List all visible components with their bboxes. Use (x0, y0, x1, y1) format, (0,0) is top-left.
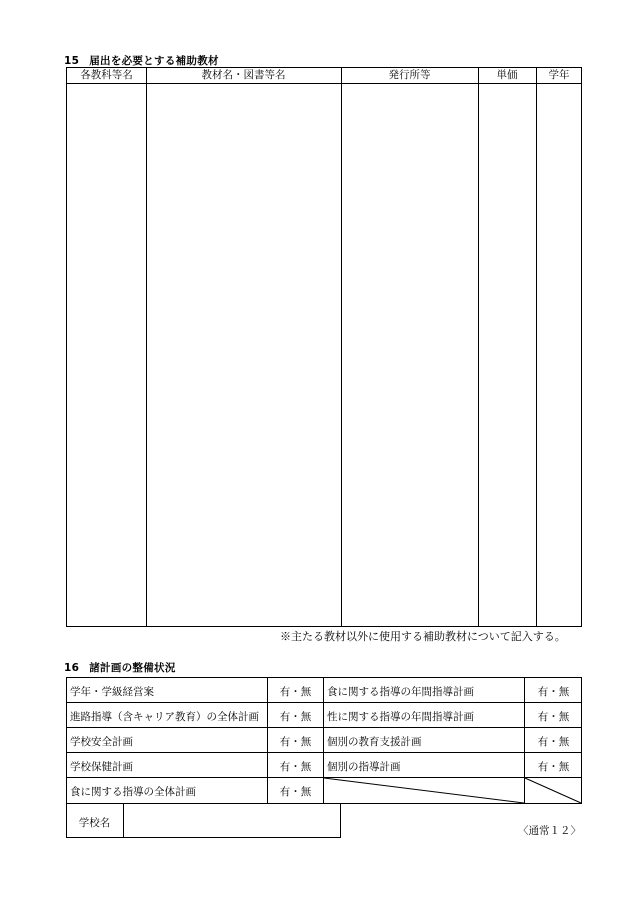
plan-label: 学校保健計画 (70, 761, 133, 773)
column-divider (536, 68, 537, 626)
strike-line-status (525, 778, 581, 803)
column-header-subject: 各教科等名 (80, 69, 133, 81)
plan-label: 学年・学級経営案 (70, 686, 154, 698)
column-header-publisher: 発行所等 (388, 69, 431, 81)
column-header-grade: 学年 (548, 69, 570, 81)
plan-status[interactable]: 有・無 (279, 686, 312, 698)
header-separator (67, 83, 581, 84)
plan-status[interactable]: 有・無 (537, 686, 570, 698)
column-header-unit-price: 単価 (496, 69, 518, 81)
school-name-divider (123, 803, 124, 838)
section-16-title (64, 660, 176, 675)
plan-status[interactable]: 有・無 (279, 786, 312, 798)
section-15-title (64, 53, 219, 68)
plan-label: 個別の指導計画 (327, 761, 401, 773)
column-header-material-name: 教材名・図書等名 (201, 69, 286, 81)
row-separator (66, 727, 582, 728)
plan-label: 学校安全計画 (70, 736, 133, 748)
plan-status[interactable]: 有・無 (279, 711, 312, 723)
plan-label: 食に関する指導の全体計画 (70, 786, 196, 798)
plan-label: 個別の教育支援計画 (327, 736, 422, 748)
supplementary-materials-table (66, 67, 582, 627)
plan-status[interactable]: 有・無 (279, 761, 312, 773)
section-15-number: 15 (64, 55, 80, 67)
column-divider (146, 68, 147, 626)
plan-status[interactable]: 有・無 (279, 736, 312, 748)
section-16-heading: 諸計画の整備状況 (89, 662, 176, 674)
column-divider (478, 68, 479, 626)
plan-label: 進路指導（含キャリア教育）の全体計画 (70, 711, 259, 723)
row-separator (66, 702, 582, 703)
strike-line-label (324, 778, 524, 803)
row-separator (66, 752, 582, 753)
plan-status[interactable]: 有・無 (537, 711, 570, 723)
table-note: ※主たる教材以外に使用する補助教材について記入する。 (280, 630, 566, 643)
column-divider (341, 68, 342, 626)
plan-label: 性に関する指導の年間指導計画 (327, 711, 474, 723)
school-name-label: 学校名 (78, 817, 111, 829)
plan-label: 食に関する指導の年間指導計画 (327, 686, 474, 698)
form-code: 〈通常１２〉 (518, 825, 581, 837)
section-16-number: 16 (64, 662, 80, 674)
empty-slot-strike (323, 777, 583, 804)
section-15-heading: 届出を必要とする補助教材 (89, 55, 219, 67)
school-name-field[interactable] (130, 815, 335, 829)
plan-status[interactable]: 有・無 (537, 761, 570, 773)
plan-status[interactable]: 有・無 (537, 736, 570, 748)
